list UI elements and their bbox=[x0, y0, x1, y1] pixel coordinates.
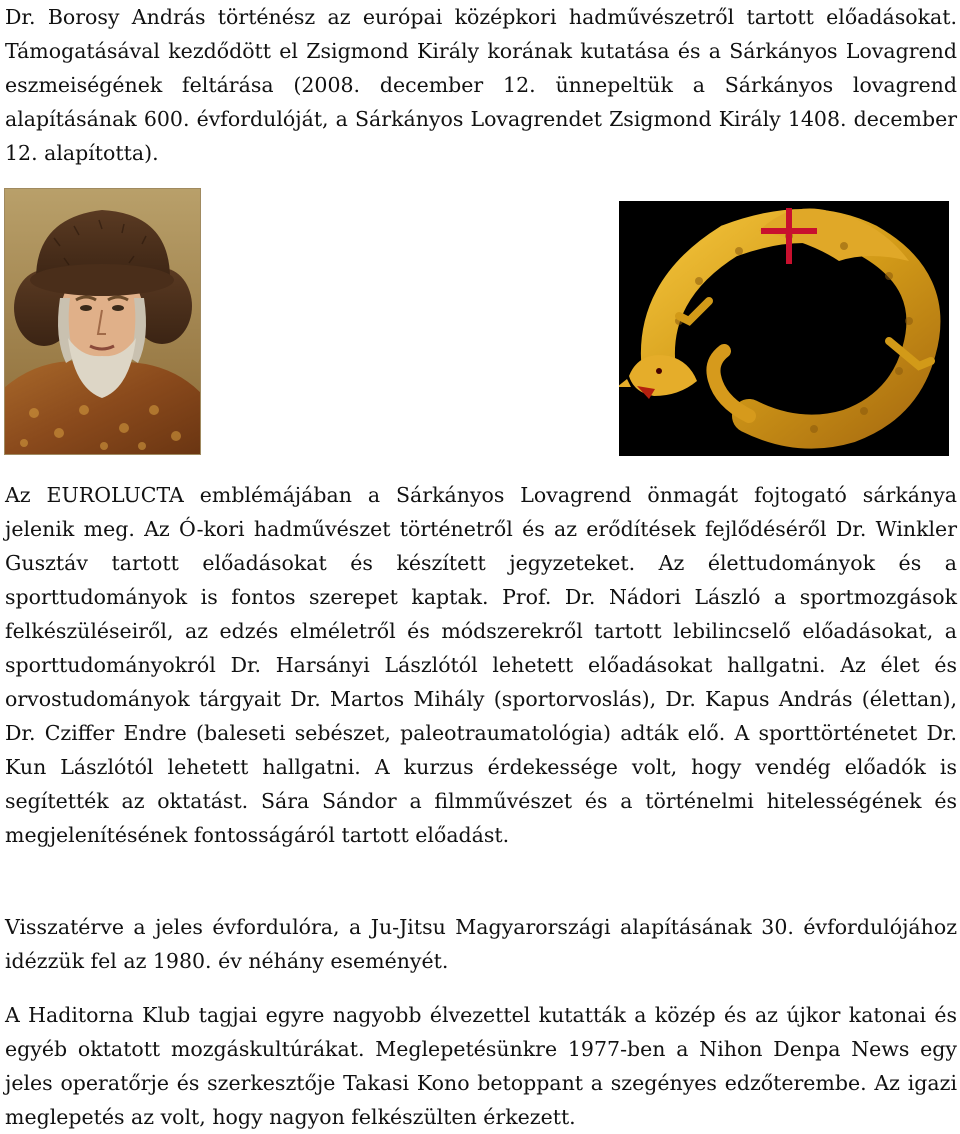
dragon-order-emblem-image bbox=[619, 201, 949, 456]
eurolucta-paragraph: Az EUROLUCTA emblémájában a Sárkányos Lovagrend önmagát fojtogató sárkánya jelenik meg. Az Ó-kori hadművészet történetről és az erődítések fejlődéséről Dr. Winkler Gusztáv tartott előadásokat és készített jegyzeteket. Az élettudományok és a sporttudományok is fontos szerepet kaptak. Prof. Dr. Nádori László a sportmozgások felkészüléseiről, az edzés elméletről és módszerekről tartott lebilincselő előadásokat, a sporttudományokról Dr. Harsányi Lászlótól lehetett előadásokat hallgatni. Az élet és orvostudományok tárgyait Dr. Martos Mihály (sportorvoslás), Dr. Kapus András (élettan), Dr. Cziffer Endre (baleseti sebészet, paleotraumatológia) adták elő. A sporttörténetet Dr. Kun Lászlótól lehetett hallgatni. A kurzus érdekessége volt, hogy vendég előadók is segítették az oktatást. Sára Sándor a filmművészet és a történelmi hitelességének és megjelenítésének fontosságáról tartott előadást. bbox=[5, 483, 957, 847]
intro-paragraph: Dr. Borosy András történész az európai középkori hadművészetről tartott előadásokat. Támogatásával kezdődött el Zsigmond Király korának kutatása és a Sárkányos Lovagrend eszmeiségének feltárása (2008. december 12. ünnepeltük a Sárkányos lovagrend alapításának 600. évfordulóját, a Sárkányos Lovagrendet Zsigmond Király 1408. december 12. alapította). bbox=[5, 5, 957, 165]
king-sigismund-portrait-image bbox=[4, 188, 201, 455]
anniversary-paragraph: Visszatérve a jeles évfordulóra, a Ju-Jitsu Magyarországi alapításának 30. évfordulójához idézzük fel az 1980. év néhány eseményét. bbox=[5, 915, 957, 973]
haditorna-paragraph: A Haditorna Klub tagjai egyre nagyobb élvezettel kutatták a közép és az újkor katonai és egyéb oktatott mozgáskultúrákat. Meglepetésünkre 1977-ben a Nihon Denpa News egy jeles operatőrje és szerkesztője Takasi Kono betoppant a szegényes edzőterembe. Az igazi meglepetés az volt, hogy nagyon felkészülten érkezett. bbox=[5, 1003, 957, 1129]
